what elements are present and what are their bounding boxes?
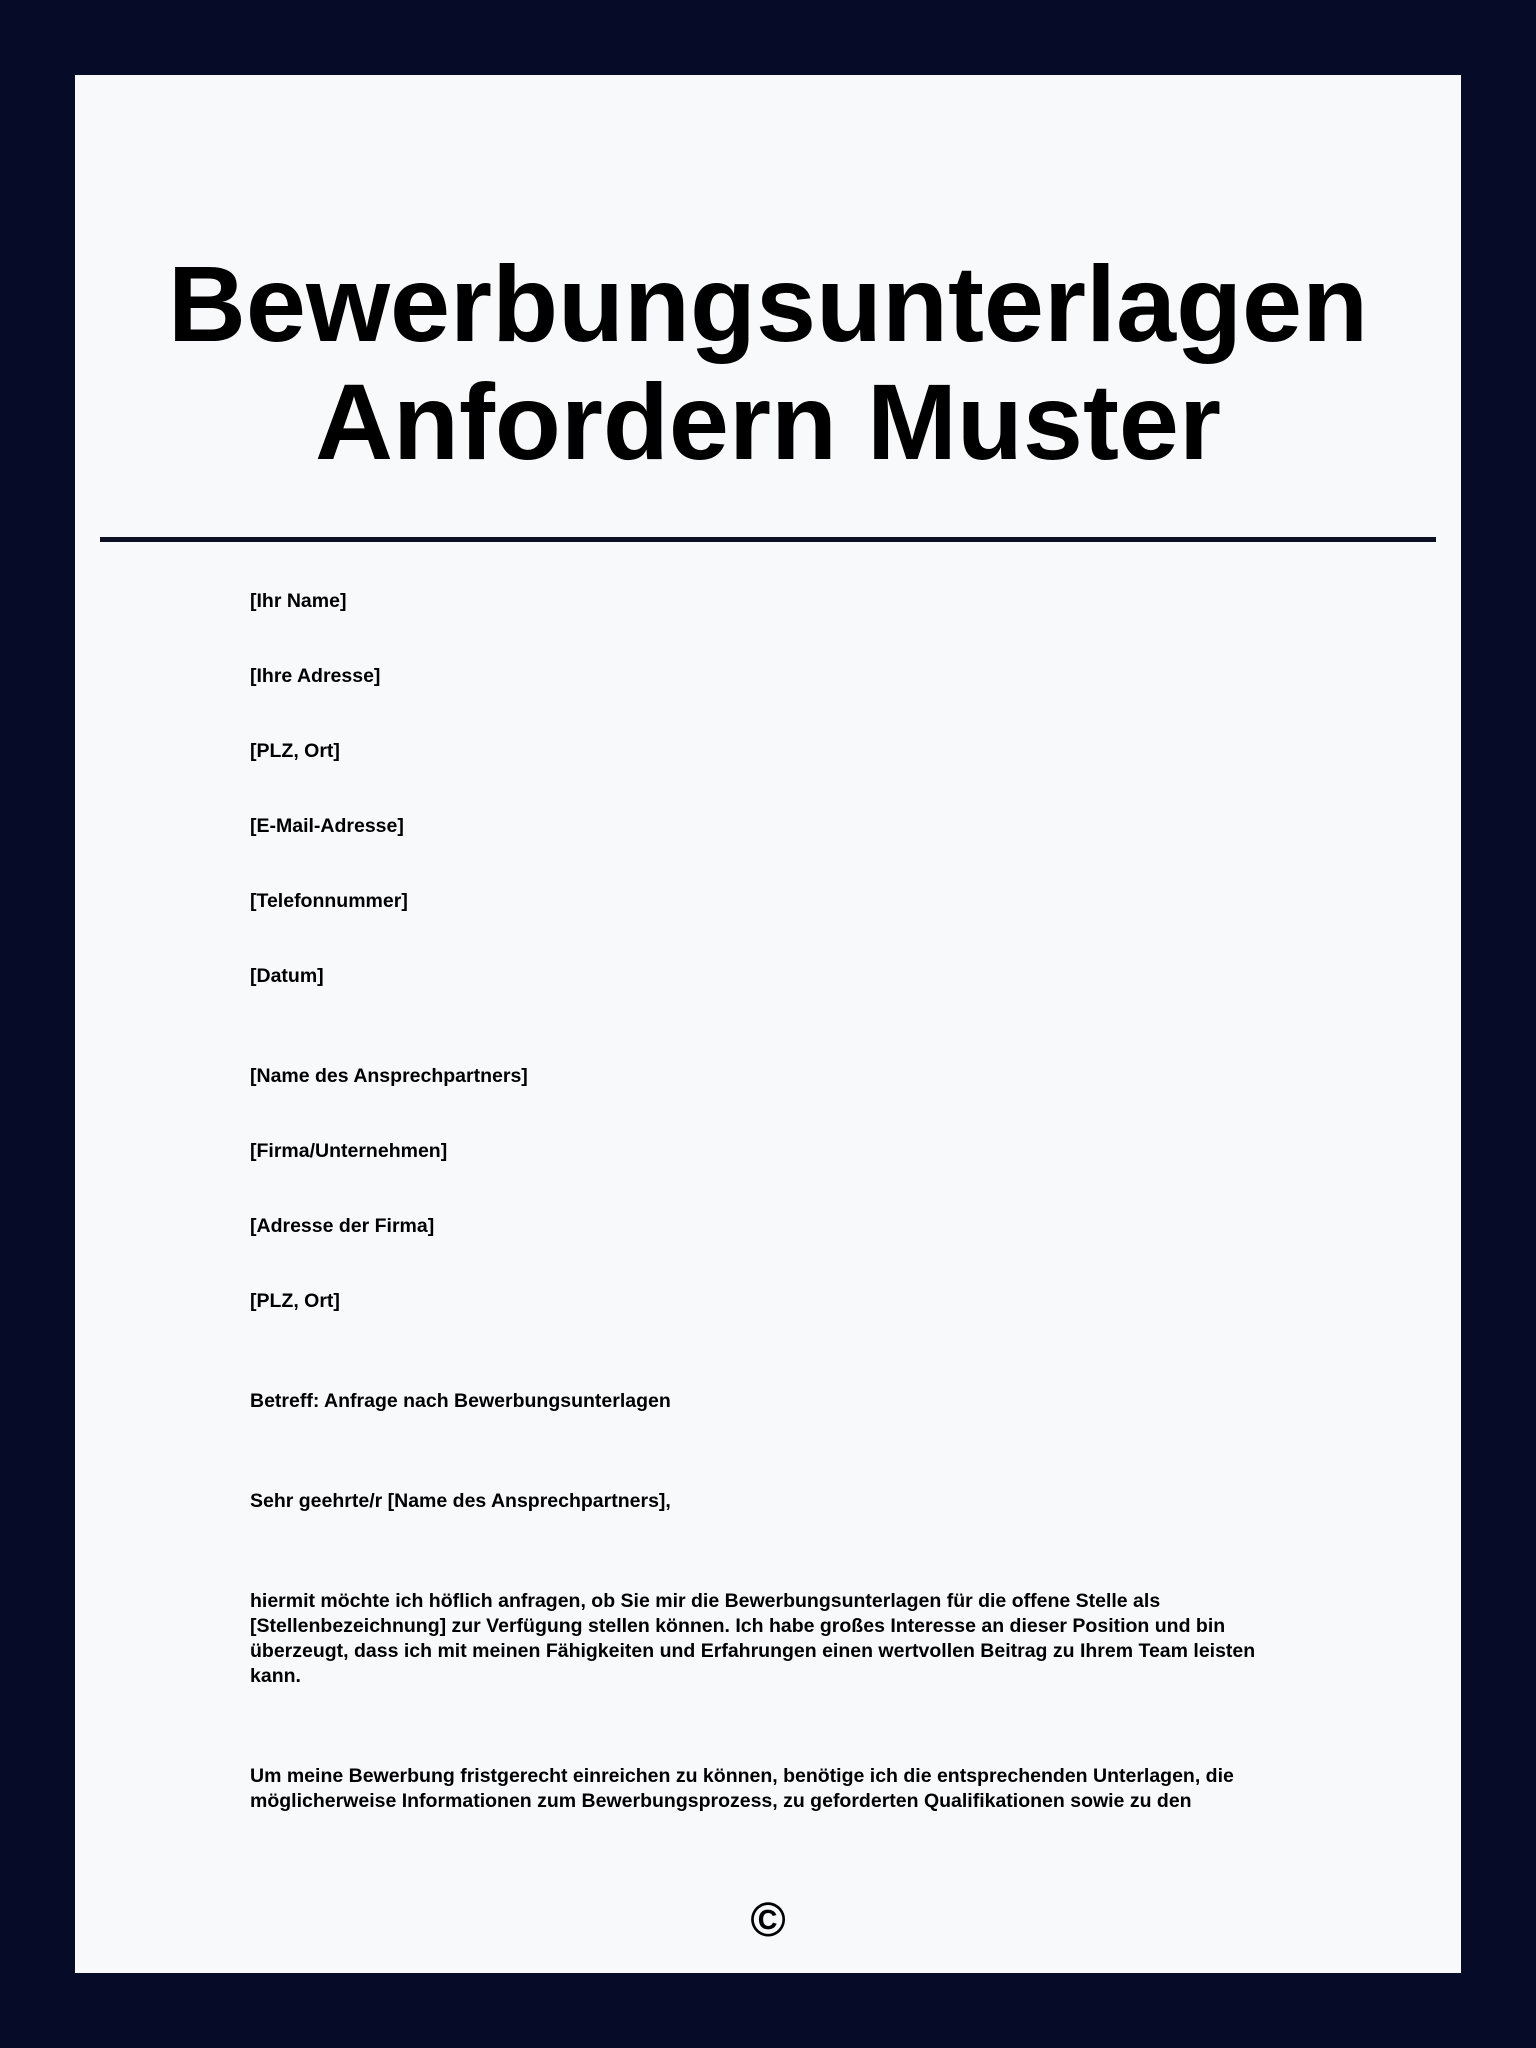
document-page	[75, 75, 1461, 1973]
letter-date: [Datum]	[250, 965, 324, 987]
title-line-2: Anfordern Muster	[314, 361, 1222, 482]
recipient-contact: [Name des Ansprechpartners]	[250, 1065, 528, 1087]
title-line-1: Bewerbungsunterlagen	[167, 243, 1369, 364]
letter-salutation: Sehr geehrte/r [Name des Ansprechpartners],	[250, 1490, 671, 1512]
letter-paragraph-2: Um meine Bewerbung fristgerecht einreichen zu können, benötige ich die entsprechenden Unterlagen, die möglicherweise Informationen zum Bewerbungsprozess, zu geforderten Qualifikationen sowie zu den	[250, 1765, 1234, 1812]
sender-zip-city: [PLZ, Ort]	[250, 740, 340, 762]
copyright-symbol: ©	[750, 1894, 786, 1947]
title-divider	[100, 537, 1436, 542]
letter-paragraph-1: hiermit möchte ich höflich anfragen, ob Sie mir die Bewerbungsunterlagen für die offene Stelle als [Stellenbezeichnung] zur Verfügung stellen können. Ich habe großes Interesse an dieser Position und bin überzeugt, dass ich mit meinen Fähigkeiten und Erfahrungen einen wertvollen Beitrag zu Ihrem Team leisten kann.	[250, 1590, 1256, 1687]
recipient-address: [Adresse der Firma]	[250, 1215, 435, 1237]
recipient-zip-city: [PLZ, Ort]	[250, 1290, 340, 1312]
sender-email: [E-Mail-Adresse]	[250, 815, 404, 837]
letter-subject: Betreff: Anfrage nach Bewerbungsunterlagen	[250, 1390, 671, 1412]
recipient-company: [Firma/Unternehmen]	[250, 1140, 448, 1162]
sender-address: [Ihre Adresse]	[250, 665, 381, 687]
document-title	[75, 245, 1461, 481]
sender-name: [Ihr Name]	[250, 590, 347, 612]
sender-phone: [Telefonnummer]	[250, 890, 408, 912]
